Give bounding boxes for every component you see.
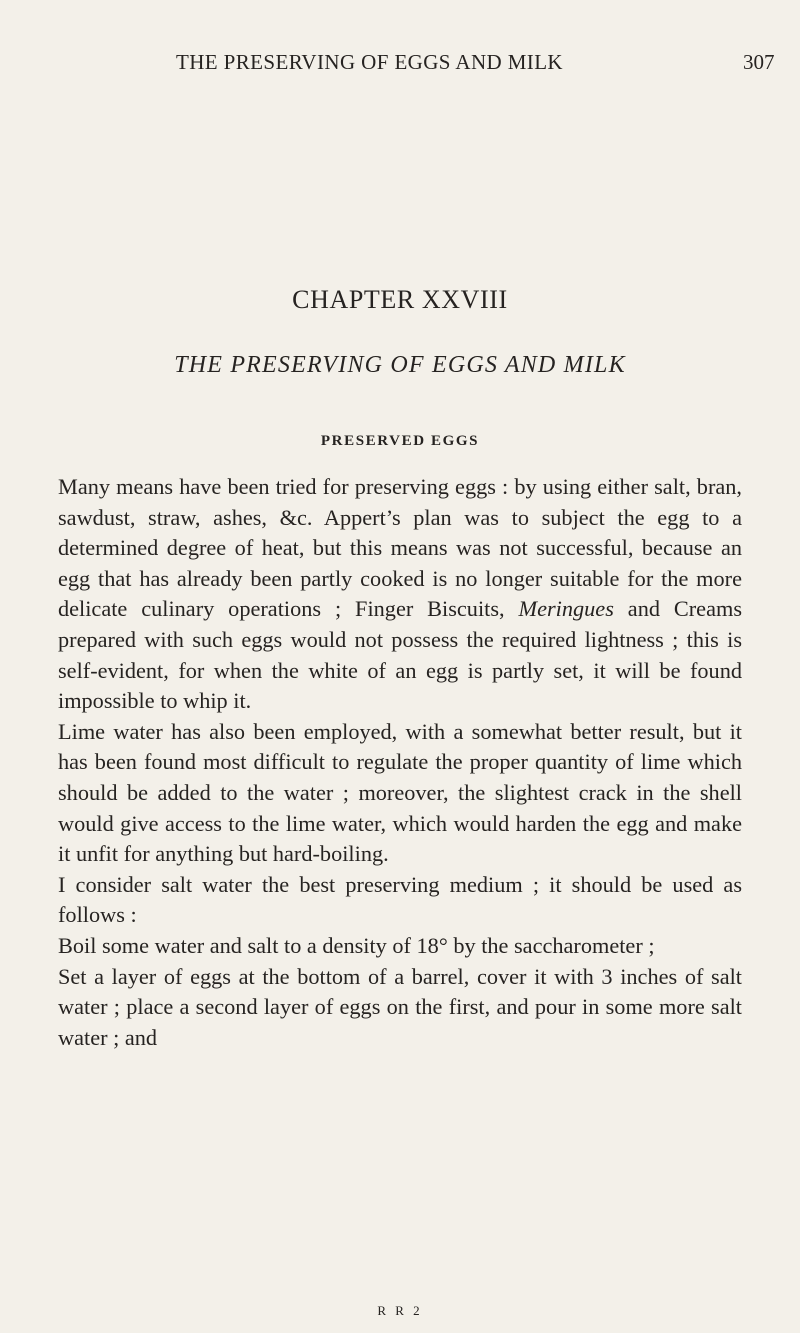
chapter-heading: CHAPTER XXVIII (292, 285, 508, 314)
body-text (58, 472, 742, 1053)
running-head: THE PRESERVING OF EGGS AND MILK (176, 50, 563, 74)
paragraph: Boil some water and salt to a density of 18° by the saccharometer ; (58, 932, 655, 958)
paragraph: I consider salt water the best preserving medium ; it should be used as follows : (58, 871, 742, 928)
page-number: 307 (743, 50, 775, 74)
chapter-title: THE PRESERVING OF EGGS AND MILK (174, 352, 626, 378)
paragraph-text: Many means have been tried for preserving eggs : by using either salt, bran, sawdust, straw, ashes, &c. Appert’s plan was to subject the egg to a determined degree of heat, but this means was not successful, because an egg that has already been partly cooked is no longer suitable for the more delicate culinary operations ; Finger Biscuits, (58, 474, 742, 622)
italic-term: Meringues (518, 596, 614, 622)
paragraph: Set a layer of eggs at the bottom of a barrel, cover it with 3 inches of salt water ; place a second layer of eggs on the first, and pour in some more salt water ; and (58, 963, 742, 1050)
signature-mark: R R 2 (377, 1303, 423, 1318)
section-heading: PRESERVED EGGS (320, 433, 480, 449)
paragraph: Lime water has also been employed, with a somewhat better result, but it has been found most difficult to regulate the proper quantity of lime which should be added to the water ; moreover, the slightest crack in the shell would give access to the lime water, which would harden the egg and make it unfit for anything but hard-boiling. (58, 718, 742, 867)
paragraph (58, 472, 742, 717)
paragraph-text: and Creams prepared with such eggs would not possess the required lightness ; this is self-evident, for when the white of an egg is partly set, it will be found impossible to whip it. (58, 596, 742, 714)
